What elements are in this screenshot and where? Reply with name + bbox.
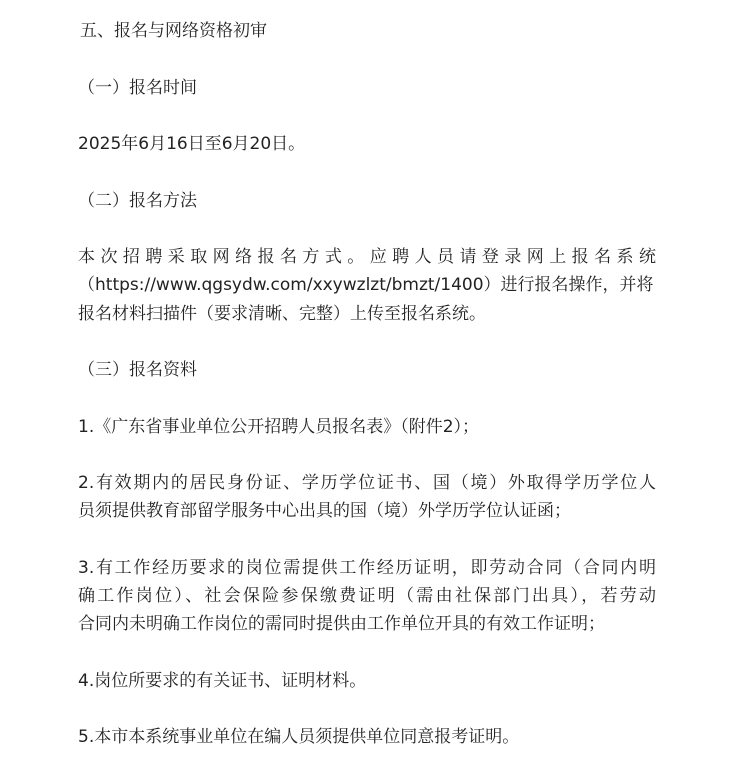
registration-method-line-3: 报名材料扫描件（要求清晰、完整）上传至报名系统。 [78, 304, 486, 324]
materials-item-2-line-1: 2.有效期内的居民身份证、学历学位证书、国（境）外取得学历学位人 [78, 473, 656, 493]
materials-item-3-line-3: 合同内未明确工作岗位的需同时提供由工作单位开具的有效工作证明； [78, 614, 605, 634]
registration-date-text: 2025年6月16日至6月20日。 [78, 134, 306, 154]
section-title: 五、报名与网络资格初审 [80, 21, 267, 41]
materials-item-3-line-1: 3.有工作经历要求的岗位需提供工作经历证明，即劳动合同（合同内明 [78, 558, 656, 578]
registration-method-line-1: 本次招聘采取网络报名方式。应聘人员请登录网上报名系统 [78, 247, 656, 267]
subsection-heading-registration-time: （一）报名时间 [78, 78, 197, 98]
subsection-heading-registration-materials: （三）报名资料 [78, 360, 197, 380]
materials-item-3-line-2: 确工作岗位）、社会保险参保缴费证明（需由社保部门出具），若劳动 [78, 586, 656, 606]
materials-item-4: 4.岗位所要求的有关证书、证明材料。 [78, 671, 367, 691]
materials-item-5: 5.本市本系统事业单位在编人员须提供单位同意报考证明。 [78, 727, 520, 747]
subsection-heading-registration-method: （二）报名方法 [78, 191, 197, 211]
materials-item-1: 1.《广东省事业单位公开招聘人员报名表》（附件2）； [78, 417, 480, 437]
materials-item-2-line-2: 员须提供教育部留学服务中心出具的国（境）外学历学位认证函； [78, 501, 571, 521]
registration-method-line-2: （https://www.qgsydw.com/xxywzlzt/bmzt/1400）进行报名操作，并将 [78, 275, 654, 295]
